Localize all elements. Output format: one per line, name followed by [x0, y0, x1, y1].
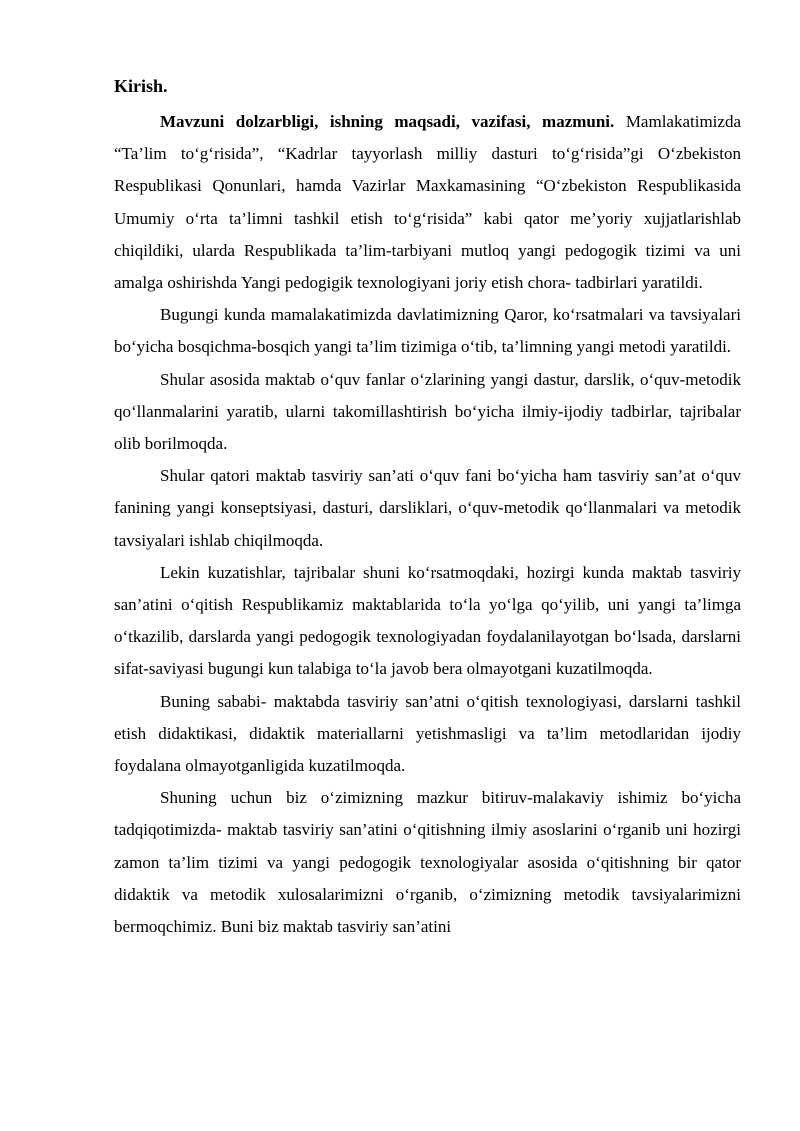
paragraph-4: Shular qatori maktab tasviriy san’ati o‘quv fani bo‘yicha ham tasviriy san’at o‘quv fanining yangi konseptsiyasi, dasturi, darsliklari, o‘quv-metodik qo‘llanmalari va metodik tavsiyalari ishlab chiqilmoqda. [114, 466, 741, 550]
paragraph-1 [114, 106, 741, 299]
paragraph-6: Buning sababi- maktabda tasviriy san’atni o‘qitish texnologiyasi, darslarni tashkil etish didaktikasi, didaktik materiallarni yetishmasligi va ta’lim metodlaridan ijodiy foydalana olmayotganligida kuzatilmoqda. [114, 691, 741, 776]
paragraph-5: Lekin kuzatishlar, tajribalar shuni ko‘rsatmoqdaki, hozirgi kunda maktab tasviriy san’atini o‘qitish Respublikamiz maktablarida to‘la yo‘lga qo‘yilib, uni yangi ta’limga o‘tkazilib, darslarda yangi pedogogik texnologiyadan foydalanilayotgan bo‘lsada, darslarni sifat-saviyasi bugungi kun talabiga to‘la javob bera olmayotgani kuzatilmoqda. [114, 562, 741, 679]
paragraph-2: Bugungi kunda mamalakatimizda davlatimizning Qaror, ko‘rsatmalari va tavsiyalari bo‘yicha bosqichma-bosqich yangi ta’lim tizimiga o‘tib, ta’limning yangi metodi yaratildi. [114, 305, 741, 357]
lead-title: Mavzuni dolzarbligi, ishning maqsadi, vazifasi, mazmuni. [160, 112, 615, 131]
paragraph-3: Shular asosida maktab o‘quv fanlar o‘zlarining yangi dastur, darslik, o‘quv-metodik qo‘llanmalarini yaratib, ularni takomillashtirish bo‘yicha ilmiy-ijodiy tadbirlar, tajribalar olib borilmoqda. [114, 369, 741, 454]
document-page [114, 74, 741, 943]
paragraph-7: Shuning uchun biz o‘zimizning mazkur bitiruv-malakaviy ishimiz bo‘yicha tadqiqotimizda- maktab tasviriy san’atini o‘qitishning ilmiy asoslarini o‘rganib uni hozirgi zamon ta’lim tizimi va yangi pedogogik texnologiyalar asosida o‘qitishning bir qator didaktik va metodik xulosalarimizni o‘rganib, o‘zimizning metodik tavsiyalarimizni bermoqchimiz. Buni biz maktab tasviriy san’atini [114, 788, 741, 937]
paragraph-1-text: Mamlakatimizda “Ta’lim to‘g‘risida”, “Kadrlar tayyorlash milliy dasturi to‘g‘risida”gi O‘zbekiston Respublikasi Qonunlari, hamda Vazirlar Maxkamasining “O‘zbekiston Respublikasida Umumiy o‘rta ta’limni tashkil etish to‘g‘risida” kabi qator me’yoriy xujjatlarishlab chiqildiki, ularda Respublikada ta’lim-tarbiyani mutloq yangi pedogogik tizimi va uni amalga oshirishda Yangi pedogigik texnologiyani joriy etish chora- tadbirlari yaratildi. [114, 112, 741, 293]
section-heading: Kirish. [114, 76, 168, 96]
